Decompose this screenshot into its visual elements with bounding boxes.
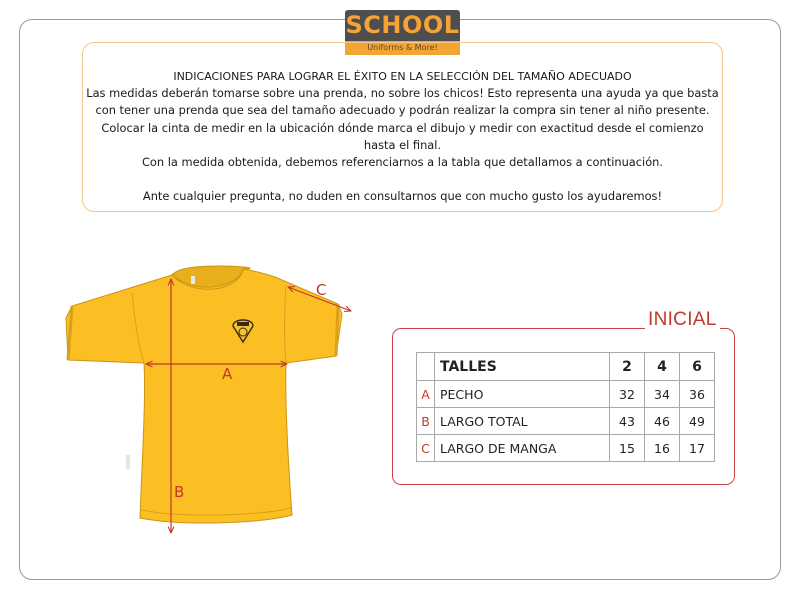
row-value: 17 <box>680 435 715 462</box>
instructions-line: Con la medida obtenida, debemos referenciarnos a la tabla que detallamos a continuación. <box>141 155 664 170</box>
row-letter: C <box>417 435 435 462</box>
row-label: PECHO <box>435 381 610 408</box>
row-value: 34 <box>645 381 680 408</box>
header-size: 6 <box>680 353 715 381</box>
table-row <box>417 435 715 462</box>
row-letter: A <box>417 381 435 408</box>
row-label: LARGO TOTAL <box>435 408 610 435</box>
measure-label-c: C <box>316 281 327 299</box>
header-letter-cell <box>417 353 435 381</box>
header-talles: TALLES <box>435 353 610 381</box>
row-value: 46 <box>645 408 680 435</box>
measure-label-a: A <box>222 365 233 383</box>
row-value: 49 <box>680 408 715 435</box>
instructions-title: INDICACIONES PARA LOGRAR EL ÉXITO EN LA SELECCIÓN DEL TAMAÑO ADECUADO <box>173 70 632 83</box>
table-row <box>417 381 715 408</box>
size-chart-table <box>416 352 715 462</box>
instructions-line: con tener una prenda que sea del tamaño adecuado y podrán realizar la compra sin tener al niño presente. <box>95 103 710 118</box>
row-value: 15 <box>610 435 645 462</box>
header-size: 4 <box>645 353 680 381</box>
row-value: 32 <box>610 381 645 408</box>
header-size: 2 <box>610 353 645 381</box>
tshirt-diagram <box>60 260 360 540</box>
size-chart-header-row <box>417 353 715 381</box>
tshirt-body <box>66 269 342 523</box>
instructions-line: hasta el final. <box>363 137 442 152</box>
row-label: LARGO DE MANGA <box>435 435 610 462</box>
row-value: 36 <box>680 381 715 408</box>
table-row <box>417 408 715 435</box>
logo-brand: SCHOOL <box>345 11 460 39</box>
instructions-line: Las medidas deberán tomarse sobre una prenda, no sobre los chicos! Esto representa una ayuda ya que basta <box>86 86 719 101</box>
size-chart-section-label: INICIAL <box>645 309 720 331</box>
row-value: 43 <box>610 408 645 435</box>
row-letter: B <box>417 408 435 435</box>
instructions-box <box>82 42 723 212</box>
row-value: 16 <box>645 435 680 462</box>
logo-tagline: Uniforms & More! <box>345 41 460 55</box>
instructions-line: Colocar la cinta de medir en la ubicación dónde marca el dibujo y medir con exactitud desde el comienzo <box>101 120 704 135</box>
measure-label-b: B <box>174 483 185 501</box>
instructions-closing: Ante cualquier pregunta, no duden en consultarnos que con mucho gusto los ayudaremos! <box>142 189 663 204</box>
